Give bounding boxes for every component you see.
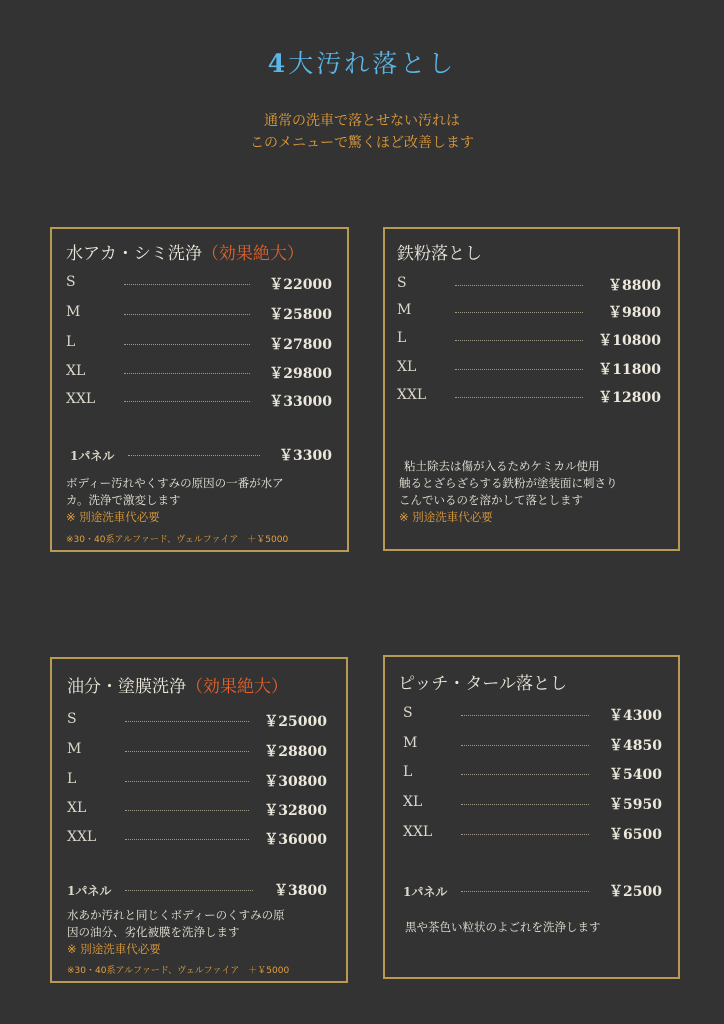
panel-price: ￥3800 [274, 883, 327, 899]
price-row-l [403, 764, 662, 784]
price-row-xxl [67, 829, 327, 849]
price-value: ￥8800 [608, 278, 661, 294]
card-oil-coating-cleaning [50, 657, 348, 983]
size-label: S [67, 711, 77, 727]
price-value: ￥32800 [264, 803, 327, 819]
dot-leader [461, 774, 589, 775]
price-value: ￥25000 [264, 714, 327, 730]
dot-leader [455, 285, 583, 286]
size-label: M [66, 304, 81, 320]
card-title: ピッチ・タール落とし [398, 674, 567, 694]
size-label: S [397, 275, 407, 291]
dot-leader [124, 344, 250, 345]
price-row-s [403, 705, 662, 725]
dot-leader [124, 373, 250, 374]
price-row-panel [67, 880, 327, 900]
panel-price: ￥3300 [279, 448, 332, 464]
size-label: XXL [403, 824, 433, 840]
size-label: XL [403, 794, 423, 810]
size-label: M [67, 741, 82, 757]
dot-leader [125, 839, 249, 840]
price-row-panel [70, 445, 332, 465]
extra-fee-note: ※ 別途洗車代必要 [399, 510, 493, 524]
extra-fee-note: ※ 別途洗車代必要 [66, 510, 160, 524]
description-line: こんでいるのを溶かして落とします [399, 493, 583, 507]
card-description [405, 919, 675, 936]
title-number: 4 [267, 49, 289, 78]
description-line: 触るとざらざらする鉄粉が塗装面に刺さり [399, 476, 618, 490]
dot-leader [455, 397, 583, 398]
size-label: L [66, 334, 76, 350]
extra-fee-note: ※ 別途洗車代必要 [67, 942, 161, 956]
intro-text [0, 110, 724, 154]
dot-leader [461, 715, 589, 716]
intro-line-1: 通常の洗車で落とせない汚れは [264, 113, 460, 129]
size-label: XXL [66, 391, 96, 407]
price-row-l [67, 771, 327, 791]
description-line: 水あか汚れと同じくボディーのくすみの原 [67, 908, 285, 922]
price-row-m [66, 304, 332, 324]
price-value: ￥33000 [269, 394, 332, 410]
panel-price: ￥2500 [609, 884, 662, 900]
price-value: ￥11800 [598, 362, 661, 378]
size-label: L [397, 330, 407, 346]
size-label: XL [397, 359, 417, 375]
size-label: XXL [67, 829, 97, 845]
size-label: XL [67, 800, 87, 816]
price-row-xxl [397, 387, 661, 407]
effect-badge: （効果絶大） [201, 244, 304, 264]
dot-leader [461, 834, 589, 835]
price-value: ￥29800 [269, 366, 332, 382]
description-line: 粘土除去は傷が入るためケミカル使用 [404, 459, 600, 473]
vehicle-surcharge-note: ※30・40系アルファード、ヴェルファイア ＋￥5000 [66, 535, 289, 545]
price-row-xl [67, 800, 327, 820]
dot-leader [461, 745, 589, 746]
size-label: XXL [397, 387, 427, 403]
card-description [399, 458, 675, 526]
price-row-m [403, 735, 662, 755]
title-text: 大汚れ落とし [288, 49, 457, 78]
card-description [66, 475, 342, 526]
price-row-xxl [66, 391, 332, 411]
dot-leader [125, 721, 249, 722]
card-title: 鉄粉落とし [397, 244, 482, 264]
description-line: 黒や茶色い粒状のよごれを洗浄します [405, 920, 601, 934]
price-value: ￥22000 [269, 277, 332, 293]
price-value: ￥25800 [269, 307, 332, 323]
price-row-l [397, 330, 661, 350]
card-iron-powder-removal [383, 227, 680, 551]
price-row-xl [403, 794, 662, 814]
price-value: ￥5950 [609, 797, 662, 813]
card-title [66, 239, 304, 264]
size-label: L [403, 764, 413, 780]
description-line: 因の油分、劣化被膜を洗浄します [67, 925, 240, 939]
price-row-s [67, 711, 327, 731]
card-pitch-tar-removal [383, 655, 680, 979]
dot-leader [461, 804, 589, 805]
dot-leader [455, 369, 583, 370]
dot-leader [125, 810, 249, 811]
price-row-xl [66, 363, 332, 383]
price-value: ￥36000 [264, 832, 327, 848]
description-line: カ。洗浄で激変します [66, 493, 181, 507]
price-value: ￥4850 [609, 738, 662, 754]
vehicle-surcharge-note: ※30・40系アルファード、ヴェルファイア ＋￥5000 [67, 966, 290, 976]
price-value: ￥28800 [264, 744, 327, 760]
panel-label: 1パネル [403, 885, 448, 899]
price-value: ￥27800 [269, 337, 332, 353]
size-label: M [403, 735, 418, 751]
dot-leader [461, 891, 589, 892]
price-row-panel [403, 881, 662, 901]
price-value: ￥4300 [609, 708, 662, 724]
price-row-l [66, 334, 332, 354]
price-row-s [397, 275, 661, 295]
price-row-m [397, 302, 661, 322]
size-label: S [403, 705, 413, 721]
price-row-m [67, 741, 327, 761]
effect-badge: （効果絶大） [186, 677, 288, 697]
size-label: S [66, 274, 76, 290]
page-title [0, 44, 724, 80]
size-label: XL [66, 363, 86, 379]
description-line: ボディー汚れやくすみの原因の一番が水ア [66, 476, 284, 490]
price-value: ￥9800 [608, 305, 661, 321]
dot-leader [124, 314, 250, 315]
size-label: L [67, 771, 77, 787]
price-row-s [66, 274, 332, 294]
dot-leader [124, 284, 250, 285]
dot-leader [125, 781, 249, 782]
card-title-text: 水アカ・シミ洗浄 [66, 244, 202, 264]
panel-label: 1パネル [67, 884, 112, 898]
size-label: M [397, 302, 412, 318]
card-title-text: 油分・塗膜洗浄 [67, 677, 186, 697]
card-water-spot-cleaning [50, 227, 349, 552]
card-description [67, 907, 343, 958]
price-value: ￥10800 [598, 333, 661, 349]
card-title [67, 672, 288, 697]
price-value: ￥5400 [609, 767, 662, 783]
dot-leader [124, 401, 250, 402]
panel-label: 1パネル [70, 449, 115, 463]
price-row-xxl [403, 824, 662, 844]
dot-leader [455, 340, 583, 341]
price-value: ￥30800 [264, 774, 327, 790]
dot-leader [128, 455, 260, 456]
dot-leader [455, 312, 583, 313]
dot-leader [125, 751, 249, 752]
price-value: ￥6500 [609, 827, 662, 843]
price-value: ￥12800 [598, 390, 661, 406]
dot-leader [125, 890, 253, 891]
intro-line-2: このメニューで驚くほど改善します [250, 135, 474, 151]
price-row-xl [397, 359, 661, 379]
